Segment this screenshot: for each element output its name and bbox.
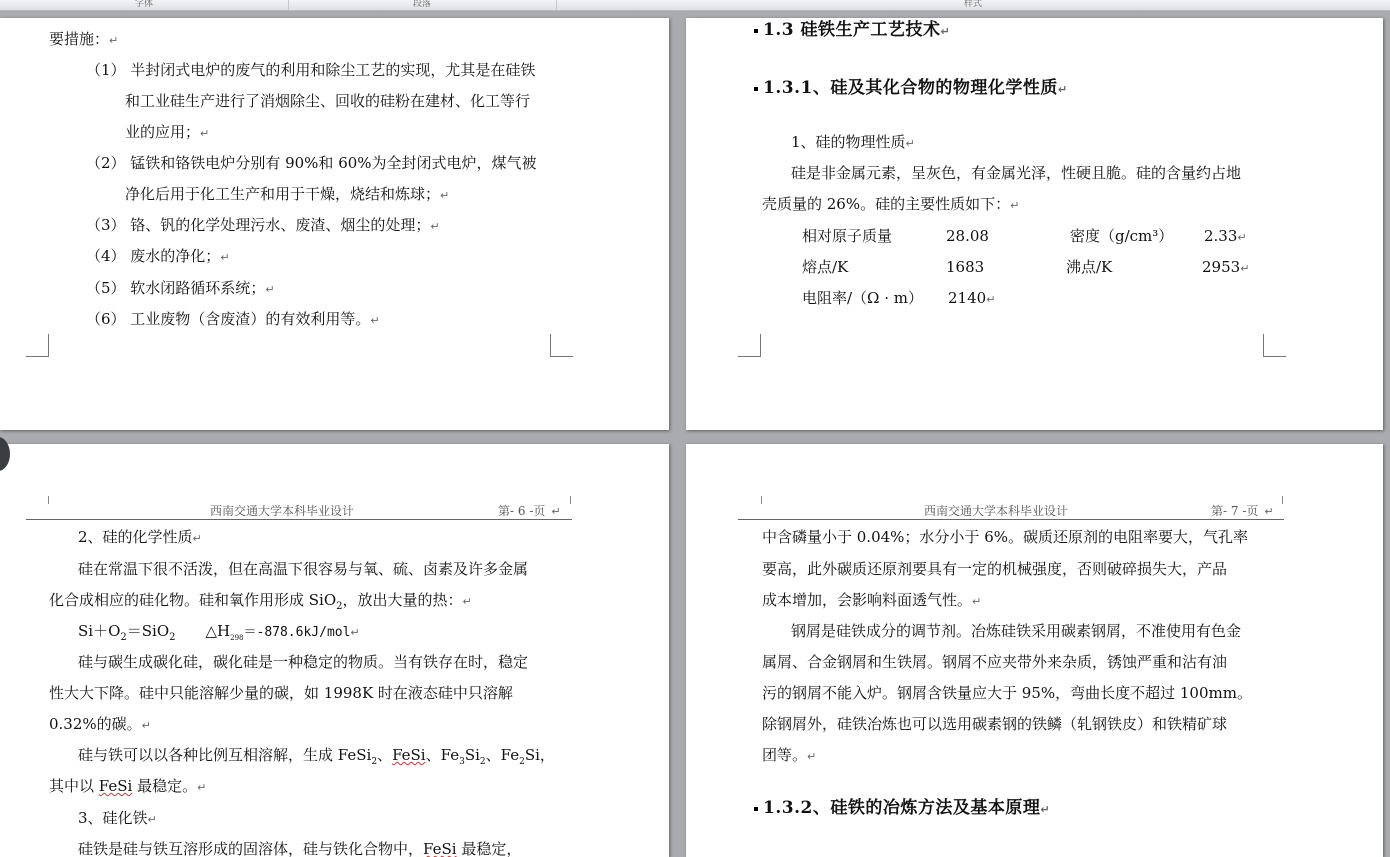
crop-mark [26, 334, 49, 357]
property-value: 28.08 [946, 227, 989, 245]
property-label: 密度（g/cm³） [1070, 227, 1174, 245]
text-line: 要措施：↵ [49, 30, 119, 48]
text-line: 硅铁是硅与铁互溶形成的固溶体，硅与铁化合物中，FeSi 最稳定， [78, 840, 522, 857]
header-title: 西南交通大学本科毕业设计 [924, 504, 1069, 518]
list-item: （4） 废水的净化；↵ [86, 247, 230, 265]
equation: $Si+O_2=SiO_2$ $\triangle H_{298}=-878.6kJ/mol↵$ [78, 622, 360, 643]
subheading: 1、硅的物理性质↵ [791, 133, 915, 151]
ribbon-group-paragraph-label: 段落 [412, 0, 431, 9]
document-page-4[interactable] [686, 444, 1383, 857]
ribbon-group-font-label: 字体 [134, 0, 153, 9]
property-label: 相对原子质量 [802, 227, 893, 245]
text-line: 中含磷量小于 0.04%；水分小于 6%。碳质还原剂的电阻率要大，气孔率 [762, 528, 1248, 546]
text-line: 业的应用；↵ [125, 123, 210, 141]
ribbon-strip [0, 0, 1390, 11]
subheading: 2、硅的化学性质↵ [78, 528, 202, 546]
header-tick [761, 496, 762, 504]
list-item: （6） 工业废物（含废渣）的有效利用等。↵ [86, 310, 380, 328]
text-line: 0.32%的碳。↵ [49, 715, 151, 733]
header-page-number: 第- 6 -页 ↵ [498, 504, 561, 518]
property-label: 沸点/K [1066, 258, 1113, 276]
text-line: 要高，此外碳质还原剂要具有一定的机械强度，否则破碎损失大，产品 [762, 560, 1228, 578]
header-page-number: 第- 7 -页 ↵ [1211, 504, 1274, 518]
property-label: 熔点/K [802, 258, 849, 276]
text-line: 硅与碳生成碳化硅，碳化硅是一种稳定的物质。当有铁存在时，稳定 [78, 653, 529, 671]
text-line: 除钢屑外，硅铁冶炼也可以选用碳素钢的铁鳞（轧钢铁皮）和铁精矿球 [762, 715, 1228, 733]
text-line: 性大大下降。硅中只能溶解少量的碳，如 1998K 时在液态硅中只溶解 [49, 684, 513, 702]
header-rule [738, 519, 1284, 520]
header-tick [1282, 496, 1283, 504]
text-line: 钢屑是硅铁成分的调节剂。冶炼硅铁采用碳素钢屑，不准使用有色金 [791, 622, 1242, 640]
ribbon-group-styles[interactable] [556, 0, 1390, 10]
property-value: 2140↵ [948, 289, 996, 307]
document-page-2[interactable] [686, 18, 1383, 430]
document-page-1[interactable] [0, 18, 669, 430]
text-line: 净化后用于化工生产和用于干燥，烧结和炼球；↵ [125, 185, 450, 203]
list-item: （1） 半封闭式电炉的废气的利用和除尘工艺的实现，尤其是在硅铁 [86, 61, 536, 79]
text-line: 硅是非金属元素，呈灰色，有金属光泽，性硬且脆。硅的含量约占地 [791, 164, 1242, 182]
header-title: 西南交通大学本科毕业设计 [210, 504, 355, 518]
text-line: 和工业硅生产进行了消烟除尘、回收的硅粉在建材、化工等行 [125, 92, 531, 110]
text-line: 其中以 FeSi 最稳定。↵ [49, 777, 207, 795]
crop-mark [738, 334, 761, 357]
text-line: 硅在常温下很不活泼，但在高温下很容易与氧、硫、卤素及许多金属 [78, 560, 529, 578]
header-tick [570, 496, 571, 504]
text-line: 属屑、合金钢屑和生铁屑。钢屑不应夹带外来杂质，锈蚀严重和沾有油 [762, 653, 1228, 671]
property-label: 电阻率/（Ω · m） [802, 289, 924, 307]
text-line: 污的钢屑不能入炉。钢屑含铁量应大于 95%，弯曲长度不超过 100mm。 [762, 684, 1252, 702]
section-heading: 1.3 硅铁生产工艺技术↵ [754, 21, 950, 41]
text-line: 化合成相应的硅化物。硅和氧作用形成 SiO$_2$，放出大量的热：↵ [49, 591, 472, 612]
ribbon-group-styles-label: 样式 [963, 0, 982, 9]
ribbon-group-paragraph[interactable] [288, 0, 557, 10]
text-line: 壳质量的 26%。硅的主要性质如下：↵ [762, 195, 1020, 213]
ribbon-group-font[interactable] [0, 0, 289, 10]
crop-mark [1263, 334, 1286, 357]
subheading: 3、硅化铁↵ [78, 809, 157, 827]
text-line: 成本增加，会影响料面透气性。↵ [762, 591, 982, 609]
header-tick [48, 496, 49, 504]
list-item: （3） 铬、钒的化学处理污水、废渣、烟尘的处理；↵ [86, 216, 440, 234]
text-line: 团等。↵ [762, 746, 817, 764]
subsection-heading: 1.3.1、硅及其化合物的物理化学性质↵ [754, 79, 1068, 99]
property-value: 2.33↵ [1204, 227, 1247, 245]
property-value: 1683 [946, 258, 985, 276]
subsection-heading: 1.3.2、硅铁的冶炼方法及基本原理↵ [754, 799, 1050, 819]
list-item: （2） 锰铁和铬铁电炉分别有 90%和 60%为全封闭式电炉，煤气被 [86, 154, 537, 172]
header-rule [26, 519, 572, 520]
crop-mark [550, 334, 573, 357]
document-page-3[interactable] [0, 444, 669, 857]
text-line: 硅与铁可以以各种比例互相溶解，生成 FeSi$_2$、FeSi、$Fe_3Si_2$、$Fe_2Si$， [78, 746, 555, 767]
property-value: 2953↵ [1202, 258, 1250, 276]
list-item: （5） 软水闭路循环系统；↵ [86, 279, 275, 297]
